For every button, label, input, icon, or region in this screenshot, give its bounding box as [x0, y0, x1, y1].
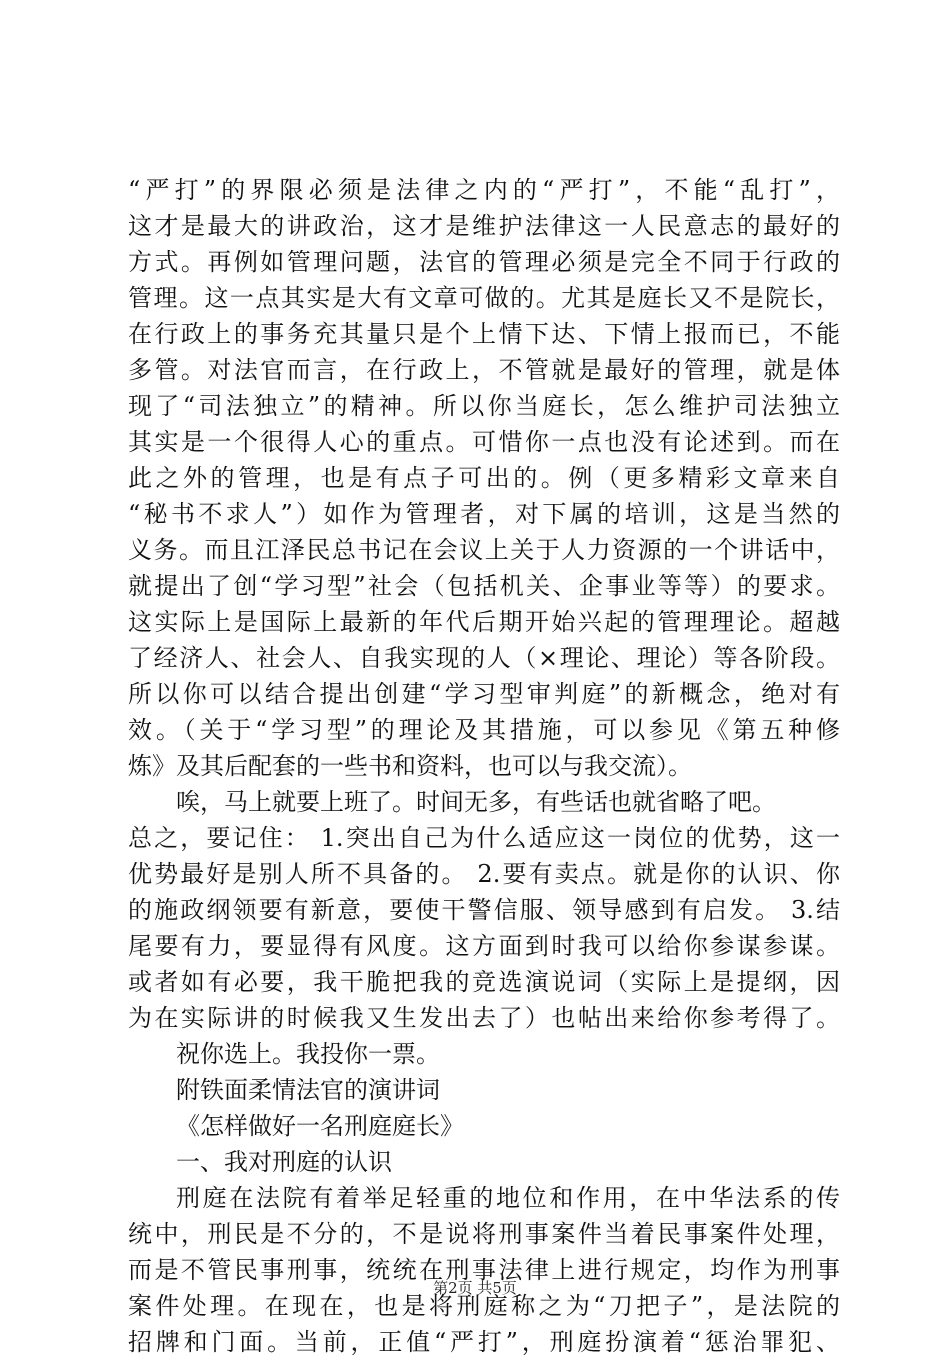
text-line-8: 其实是一个很得人心的重点。可惜你一点也没有论述到。而在 — [128, 428, 840, 456]
text-line-5: 在行政上的事务充其量只是个上情下达、下情上报而已，不能 — [128, 320, 840, 348]
text-line-27: 《怎样做好一名刑庭庭长》 — [176, 1112, 464, 1140]
text-line-11: 义务。而且江泽民总书记在会议上关于人力资源的一个讲话中， — [128, 536, 840, 564]
text-line-6: 多管。对法官而言，在行政上，不管就是最好的管理，就是体 — [128, 356, 840, 384]
text-line-9: 此之外的管理，也是有点子可出的。例（更多精彩文章来自 — [128, 464, 840, 492]
text-line-2: 这才是最大的讲政治，这才是维护法律这一人民意志的最好的 — [128, 212, 840, 240]
text-line-18: 唉，马上就要上班了。时间无多，有些话也就省略了吧。 — [176, 788, 776, 816]
text-line-12: 就提出了创“学习型”社会（包括机关、企事业等等）的要求。 — [128, 572, 840, 600]
text-line-30: 统中，刑民是不分的，不是说将刑事案件当着民事案件处理， — [128, 1220, 840, 1248]
text-line-22: 尾要有力，要显得有风度。这方面到时我可以给你参谋参谋。 — [128, 932, 840, 960]
text-line-10: “秘书不求人”）如作为管理者，对下属的培训，这是当然的 — [128, 500, 840, 528]
text-line-15: 所以你可以结合提出创建“学习型审判庭”的新概念，绝对有 — [128, 680, 840, 708]
text-line-31: 而是不管民事刑事，统统在刑事法律上进行规定，均作为刑事 — [128, 1256, 840, 1284]
text-line-19: 总之，要记住： 1.突出自己为什么适应这一岗位的优势，这一 — [128, 824, 840, 852]
text-line-25: 祝你选上。我投你一票。 — [176, 1040, 440, 1068]
text-line-20: 优势最好是别人所不具备的。 2.要有卖点。就是你的认识、你 — [128, 860, 840, 888]
text-line-1: “严打”的界限必须是法律之内的“严打”，不能“乱打”， — [128, 176, 840, 204]
text-line-33: 招牌和门面。当前，正值“严打”，刑庭扮演着“惩治罪犯、 — [128, 1328, 840, 1356]
text-line-28: 一、我对刑庭的认识 — [176, 1148, 392, 1176]
text-line-32: 案件处理。在现在，也是将刑庭称之为“刀把子”，是法院的 — [128, 1292, 840, 1320]
text-line-14: 了经济人、社会人、自我实现的人（×理论、理论）等各阶段。 — [128, 644, 840, 672]
text-line-24: 为在实际讲的时候我又生发出去了）也帖出来给你参考得了。 — [128, 1004, 840, 1032]
text-line-26: 附铁面柔情法官的演讲词 — [176, 1076, 440, 1104]
text-line-17: 炼》及其后配套的一些书和资料，也可以与我交流）。 — [128, 752, 692, 780]
text-line-4: 管理。这一点其实是大有文章可做的。尤其是庭长又不是院长， — [128, 284, 840, 312]
page-number-footer: 第2页 共5页 — [433, 1279, 517, 1297]
text-line-3: 方式。再例如管理问题，法官的管理必须是完全不同于行政的 — [128, 248, 840, 276]
text-line-16: 效。（关于“学习型”的理论及其措施，可以参见《第五种修 — [128, 716, 840, 744]
text-line-21: 的施政纲领要有新意，要使干警信服、领导感到有启发。 3.结 — [128, 896, 840, 924]
text-line-7: 现了“司法独立”的精神。所以你当庭长，怎么维护司法独立 — [128, 392, 840, 420]
text-line-13: 这实际上是国际上最新的年代后期开始兴起的管理理论。超越 — [128, 608, 840, 636]
text-line-29: 刑庭在法院有着举足轻重的地位和作用，在中华法系的传 — [176, 1184, 840, 1212]
document-body — [128, 172, 840, 1360]
text-line-23: 或者如有必要，我干脆把我的竞选演说词（实际上是提纲，因 — [128, 968, 840, 996]
